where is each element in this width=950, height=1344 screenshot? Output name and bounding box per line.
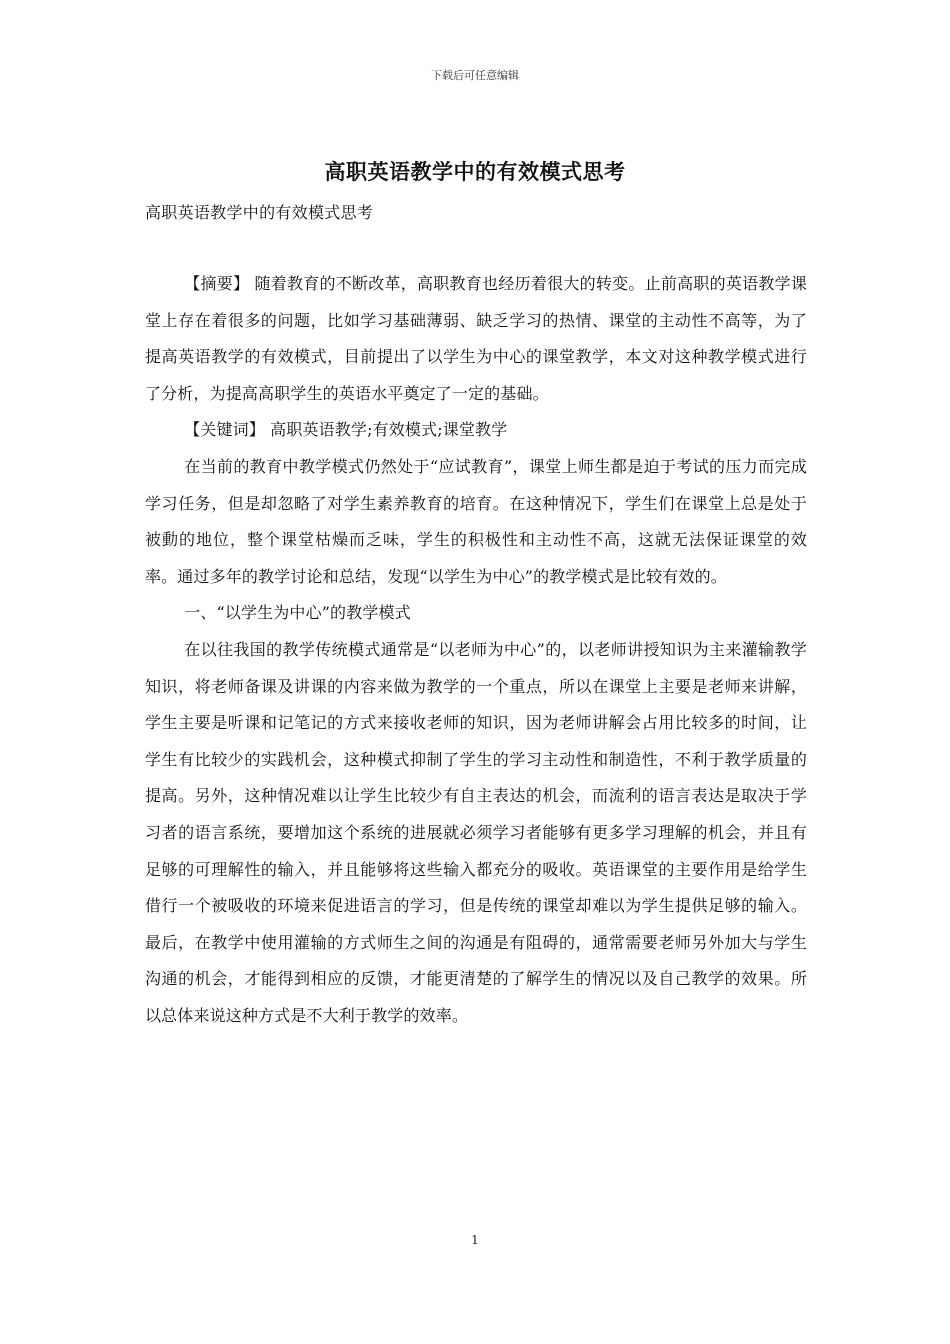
section-heading: 一、“以学生为中心”的教学模式 bbox=[184, 603, 411, 623]
document-title: 高职英语教学中的有效模式思考 bbox=[324, 159, 626, 184]
section-paragraph: 在以往我国的教学传统模式通常是“以老师为中心”的，以老师讲授知识为主来灌输教学知识，将老师备课及讲课的内容来做为教学的一个重点，所以在课堂上主要是老师来讲解，学生主要是听课和记笔记的方式来接收老师的知识，因为老师讲解会占用比较多的时间，让学生有比较少的实践机会，这种模式抑制了学生的学习主动性和制造性，不利于教学质量的提高。另外，这种情况难以让学生比较少有自主表达的机会，而流利的语言表达是取决于学习者的语言系统，要增加这个系统的进展就必须学习者能够有更多学习理解的机会，并且有足够的可理解性的输入，并且能够将这些输入都充分的吸收。英语课堂的主要作用是给学生借行一个被吸收的环境来促进语言的学习，但是传统的课堂却难以为学生提供足够的输入。最后，在教学中使用灌输的方式师生之间的沟通是有阻碍的，通常需要老师另外加大与学生沟通的机会，才能得到相应的反馈，才能更清楚的了解学生的情况以及自己教学的效果。所以总体来说这种方式是不大利于教学的效率。 bbox=[145, 639, 807, 1025]
document-subtitle: 高职英语教学中的有效模式思考 bbox=[145, 203, 374, 222]
abstract-paragraph: 【摘要】 随着教育的不断改革，高职教育也经历着很大的转变。止前高职的英语教学课堂上存在着很多的问题，比如学习基础薄弱、缺乏学习的热情、课堂的主动性不高等，为了提高英语教学的有效模式，目前提出了以学生为中心的课堂教学，本文对这种教学模式进行了分析，为提高高职学生的英语水平奠定了一定的基础。 bbox=[145, 274, 807, 403]
header-note: 下载后可任意编辑 bbox=[431, 69, 519, 82]
document-body bbox=[145, 266, 807, 1034]
page-number: 1 bbox=[471, 1233, 479, 1247]
intro-paragraph: 在当前的教育中教学模式仍然处于“应试教育”，课堂上师生都是迫于考试的压力而完成学习任务，但是却忽略了对学生素养教育的培育。在这种情况下，学生们在课堂上总是处于被動的地位，整个课堂枯燥而乏味，学生的积极性和主动性不高，这就无法保证课堂的效率。通过多年的教学讨论和总结，发现“以学生为中心”的教学模式是比较有效的。 bbox=[145, 456, 807, 586]
keywords-paragraph: 【关键词】 高职英语教学;有效模式;课堂教学 bbox=[184, 420, 508, 440]
